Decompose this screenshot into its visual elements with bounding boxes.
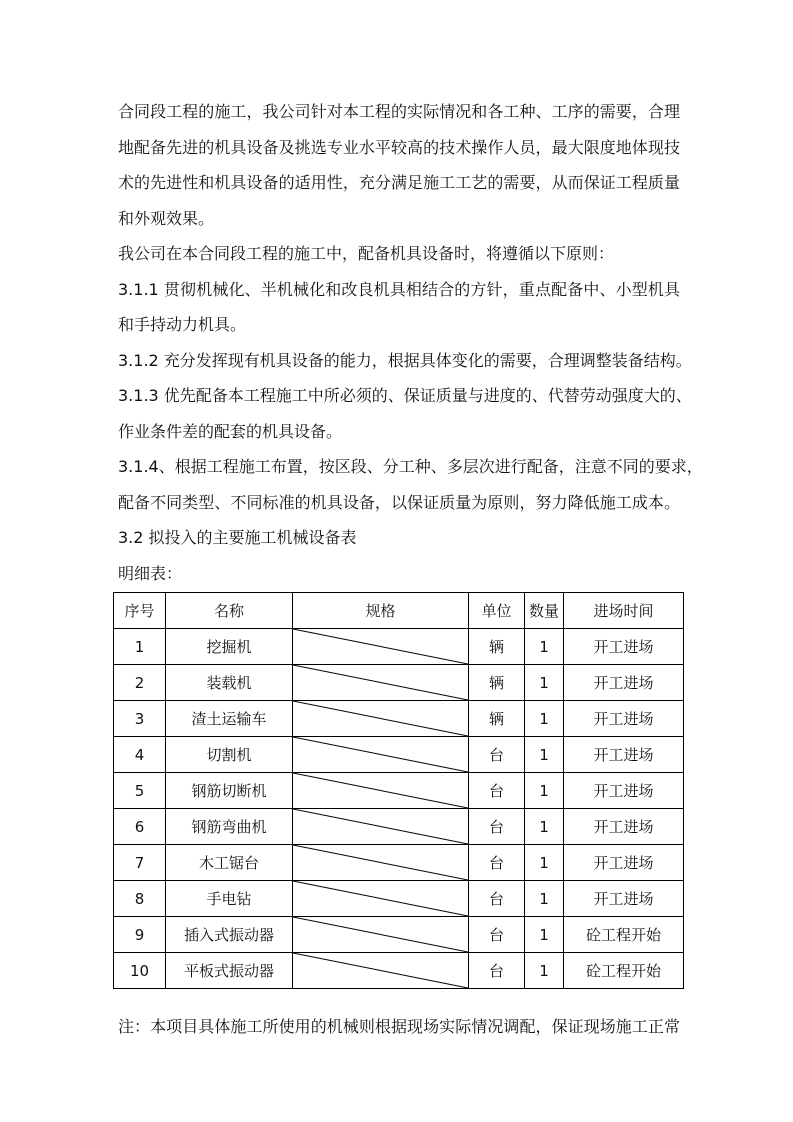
equipment-name: 切割机 — [166, 737, 293, 773]
table-note: 注：本项目具体施工所使用的机械则根据现场实际情况调配，保证现场施工正常 — [118, 1017, 680, 1036]
paragraph-line: 3.1.4、根据工程施工布置，按区段、分工种、多层次进行配备，注意不同的要求， — [118, 457, 703, 476]
table-row — [114, 665, 684, 701]
paragraph-line: 3.1.1 贯彻机械化、半机械化和改良机具相结合的方针，重点配备中、小型机具 — [118, 280, 680, 299]
entry-time: 开工进场 — [564, 629, 684, 665]
diagonal-line — [293, 773, 468, 808]
spec-cell-diagonal — [293, 773, 469, 809]
paragraph-line: 我公司在本合同段工程的施工中，配备机具设备时，将遵循以下原则： — [118, 244, 615, 263]
quantity: 1 — [525, 701, 564, 737]
diagonal-line — [293, 953, 468, 988]
quantity: 1 — [525, 665, 564, 701]
diagonal-line — [293, 809, 468, 844]
table-row — [114, 881, 684, 917]
spec-cell-diagonal — [293, 665, 469, 701]
entry-time: 砼工程开始 — [564, 917, 684, 953]
paragraph-line: 明细表： — [118, 564, 183, 583]
unit: 台 — [469, 773, 525, 809]
entry-time: 开工进场 — [564, 809, 684, 845]
unit: 台 — [469, 881, 525, 917]
paragraph-line: 3.1.3 优先配备本工程施工中所必须的、保证质量与进度的、代替劳动强度大的、 — [118, 386, 692, 405]
entry-time: 开工进场 — [564, 701, 684, 737]
row-number: 2 — [114, 665, 166, 701]
unit: 台 — [469, 809, 525, 845]
quantity: 1 — [525, 845, 564, 881]
entry-time: 砼工程开始 — [564, 953, 684, 989]
row-number: 10 — [114, 953, 166, 989]
entry-time: 开工进场 — [564, 773, 684, 809]
quantity: 1 — [525, 773, 564, 809]
quantity: 1 — [525, 917, 564, 953]
table-row — [114, 845, 684, 881]
equipment-name: 平板式振动器 — [166, 953, 293, 989]
unit: 台 — [469, 845, 525, 881]
spec-cell-diagonal — [293, 737, 469, 773]
row-number: 1 — [114, 629, 166, 665]
table-row — [114, 629, 684, 665]
row-number: 6 — [114, 809, 166, 845]
diagonal-line — [293, 629, 468, 664]
spec-cell-diagonal — [293, 845, 469, 881]
row-number: 3 — [114, 701, 166, 737]
column-header: 数量 — [525, 593, 564, 629]
paragraph-line: 3.1.2 充分发挥现有机具设备的能力，根据具体变化的需要，合理调整装备结构。 — [118, 351, 692, 370]
table-row — [114, 809, 684, 845]
spec-cell-diagonal — [293, 881, 469, 917]
column-header: 进场时间 — [564, 593, 684, 629]
paragraph-line: 和手持动力机具。 — [118, 315, 247, 334]
table-row — [114, 737, 684, 773]
quantity: 1 — [525, 881, 564, 917]
spec-cell-diagonal — [293, 917, 469, 953]
paragraph-line: 和外观效果。 — [118, 209, 215, 228]
equipment-table — [113, 592, 684, 989]
paragraph-line: 作业条件差的配套的机具设备。 — [118, 422, 343, 441]
diagonal-line — [293, 701, 468, 736]
spec-cell-diagonal — [293, 953, 469, 989]
quantity: 1 — [525, 629, 564, 665]
quantity: 1 — [525, 953, 564, 989]
entry-time: 开工进场 — [564, 845, 684, 881]
table-row — [114, 917, 684, 953]
spec-cell-diagonal — [293, 701, 469, 737]
table-row — [114, 773, 684, 809]
paragraph-line: 3.2 拟投入的主要施工机械设备表 — [118, 528, 357, 547]
column-header: 序号 — [114, 593, 166, 629]
unit: 辆 — [469, 701, 525, 737]
row-number: 9 — [114, 917, 166, 953]
table-row — [114, 953, 684, 989]
equipment-name: 渣土运输车 — [166, 701, 293, 737]
equipment-name: 挖掘机 — [166, 629, 293, 665]
column-header: 名称 — [166, 593, 293, 629]
equipment-name: 装载机 — [166, 665, 293, 701]
unit: 台 — [469, 737, 525, 773]
paragraph-line: 术的先进性和机具设备的适用性，充分满足施工工艺的需要，从而保证工程质量 — [118, 173, 680, 192]
equipment-name: 插入式振动器 — [166, 917, 293, 953]
row-number: 8 — [114, 881, 166, 917]
diagonal-line — [293, 737, 468, 772]
entry-time: 开工进场 — [564, 881, 684, 917]
column-header: 规格 — [293, 593, 469, 629]
table-row — [114, 701, 684, 737]
equipment-name: 钢筋弯曲机 — [166, 809, 293, 845]
column-header: 单位 — [469, 593, 525, 629]
quantity: 1 — [525, 737, 564, 773]
diagonal-line — [293, 917, 468, 952]
unit: 辆 — [469, 629, 525, 665]
equipment-name: 木工锯台 — [166, 845, 293, 881]
unit: 辆 — [469, 665, 525, 701]
diagonal-line — [293, 845, 468, 880]
entry-time: 开工进场 — [564, 665, 684, 701]
spec-cell-diagonal — [293, 629, 469, 665]
equipment-name: 钢筋切断机 — [166, 773, 293, 809]
equipment-name: 手电钻 — [166, 881, 293, 917]
diagonal-line — [293, 665, 468, 700]
row-number: 5 — [114, 773, 166, 809]
paragraph-line: 合同段工程的施工，我公司针对本工程的实际情况和各工种、工序的需要，合理 — [118, 102, 680, 121]
diagonal-line — [293, 881, 468, 916]
spec-cell-diagonal — [293, 809, 469, 845]
row-number: 7 — [114, 845, 166, 881]
paragraph-line: 配备不同类型、不同标准的机具设备，以保证质量为原则，努力降低施工成本。 — [118, 493, 680, 512]
row-number: 4 — [114, 737, 166, 773]
unit: 台 — [469, 917, 525, 953]
paragraph-line: 地配备先进的机具设备及挑选专业水平较高的技术操作人员，最大限度地体现技 — [118, 138, 680, 157]
table-header-row — [114, 593, 684, 629]
unit: 台 — [469, 953, 525, 989]
entry-time: 开工进场 — [564, 737, 684, 773]
quantity: 1 — [525, 809, 564, 845]
